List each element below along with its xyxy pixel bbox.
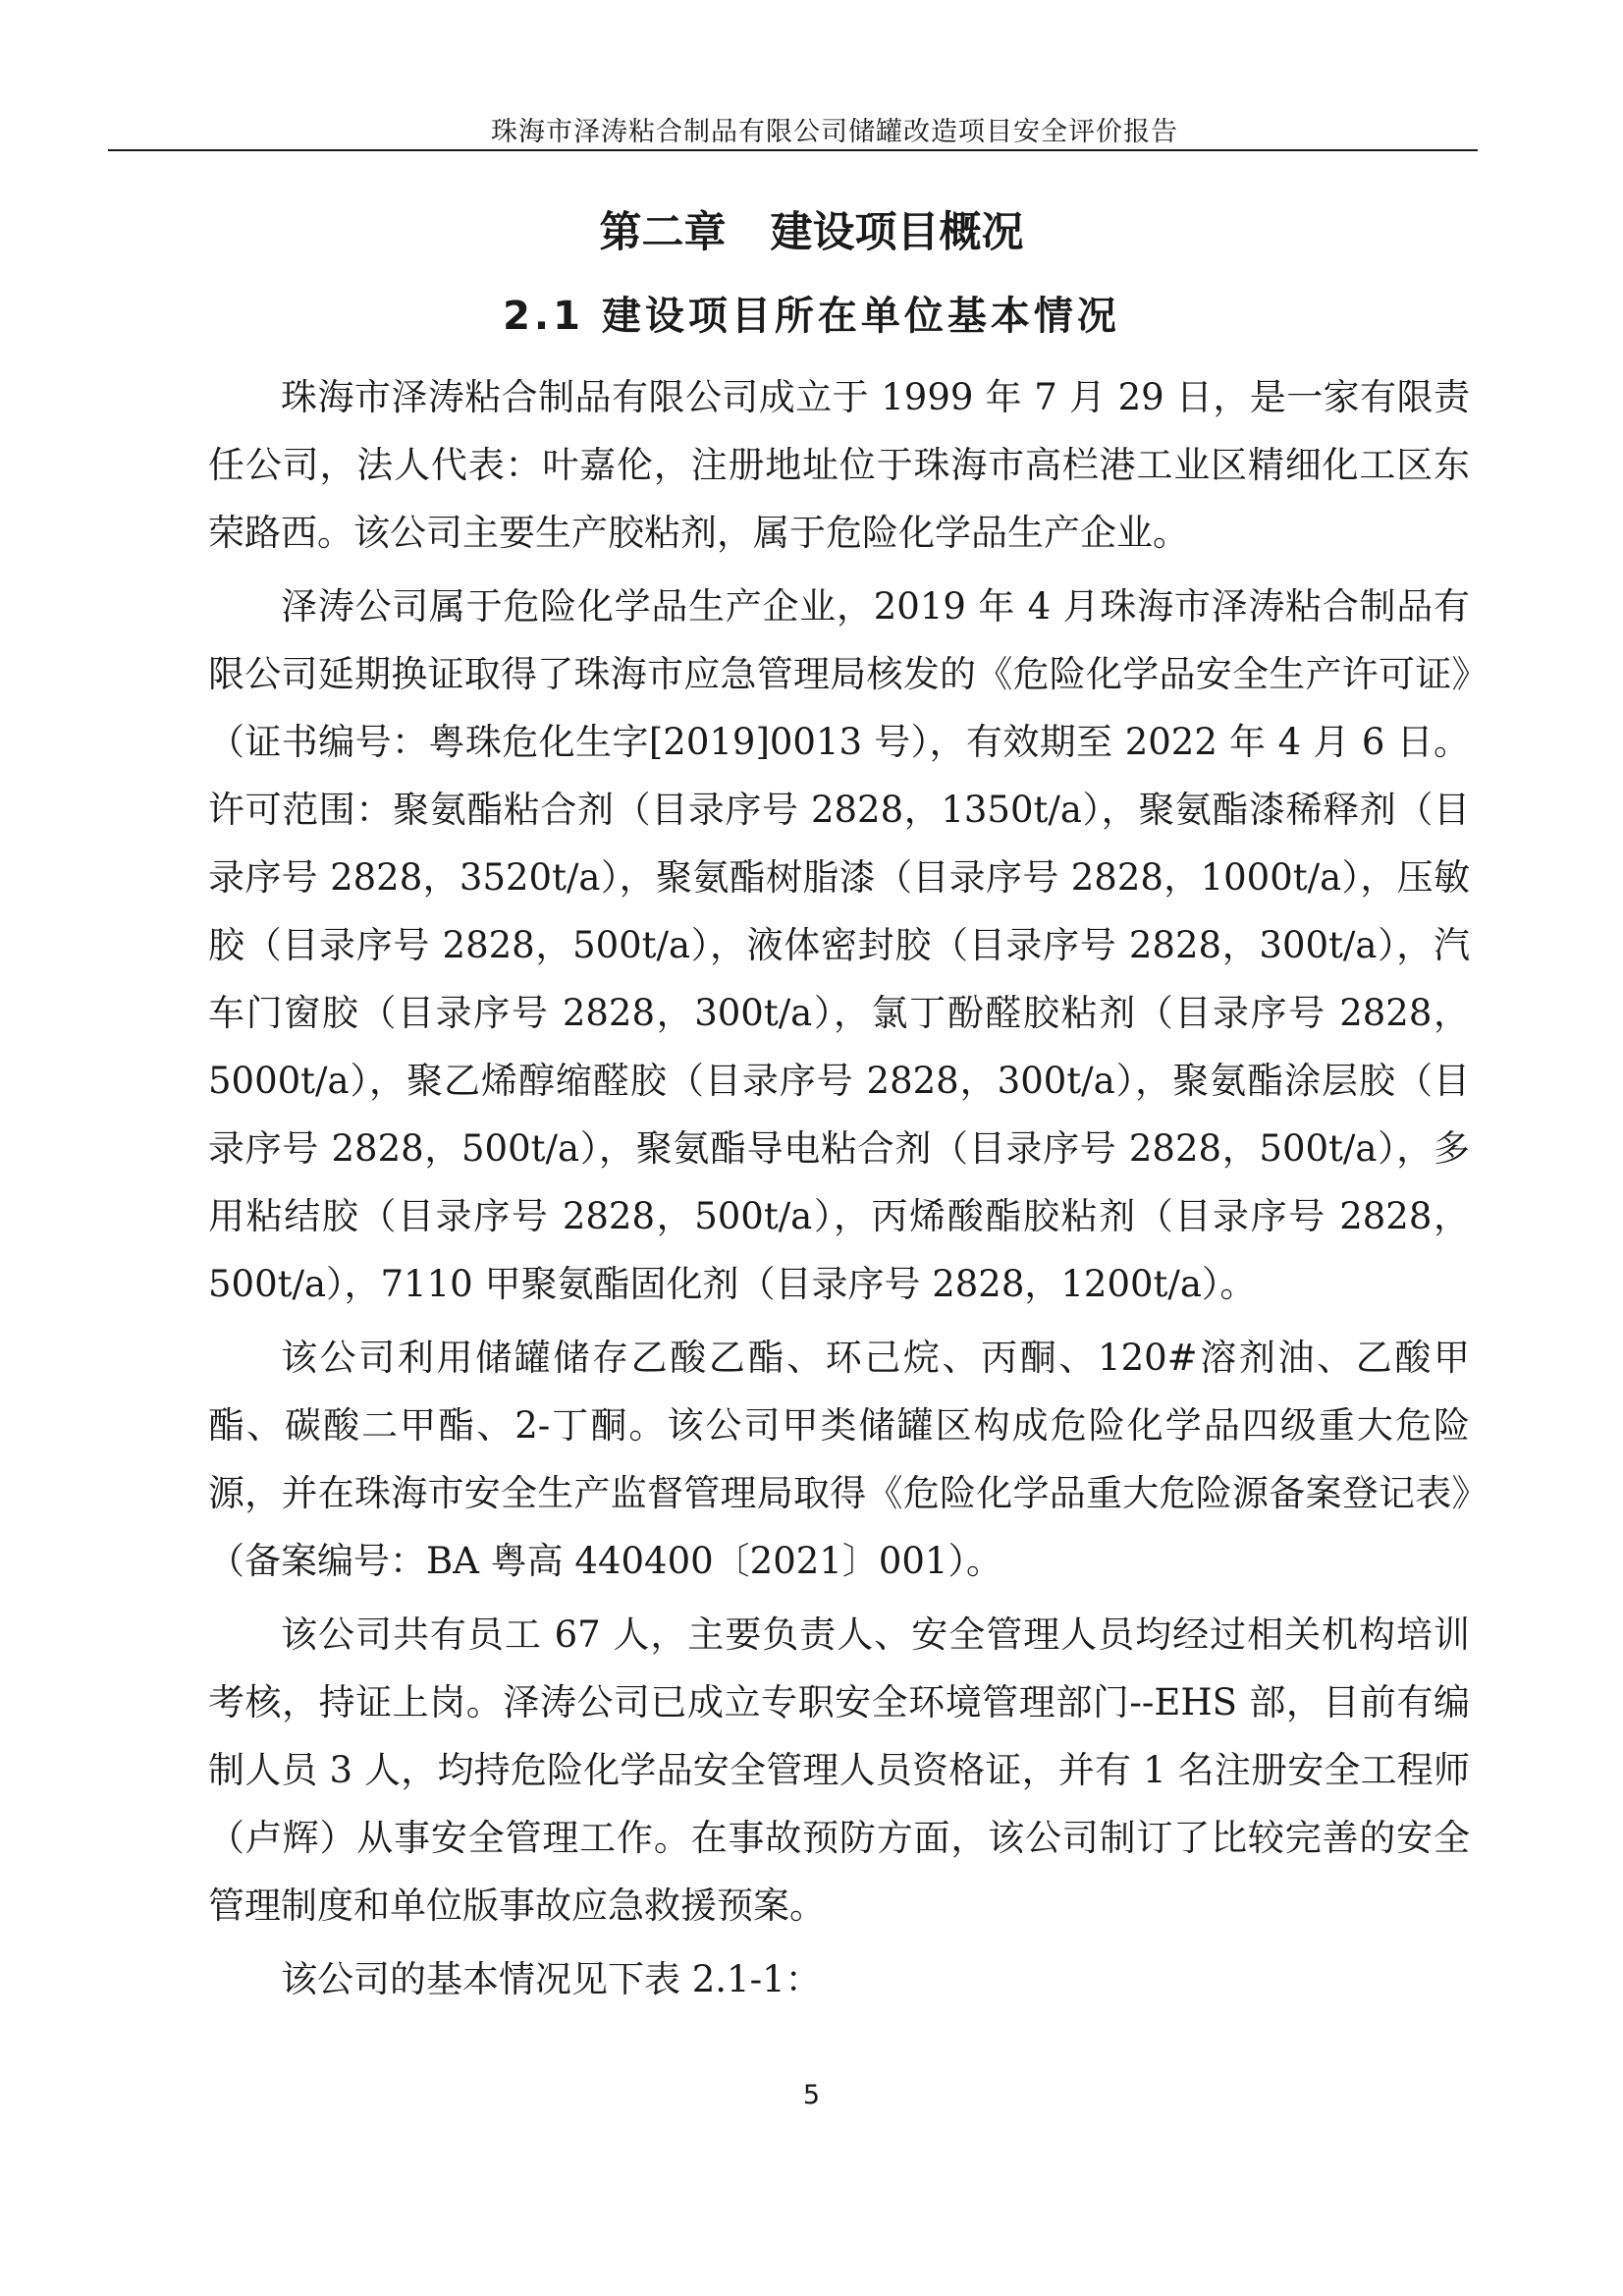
header-divider [108, 149, 1478, 151]
page-number: 5 [802, 2080, 821, 2110]
chapter-title: 第二章 建设项目概况 [599, 208, 1024, 257]
paragraph-storage-tanks: 该公司利用储罐储存乙酸乙酯、环己烷、丙酮、120#溶剂油、乙酸甲酯、碳酸二甲酯、2-丁酮。该公司甲类储罐区构成危险化学品四级重大危险源，并在珠海市安全生产监督管理局取得《危险化学品重大危险源备案登记表》（备案编号：BA 粤高 440400〔2021〕001）。 [208, 1337, 1470, 1582]
paragraph-staff-management: 该公司共有员工 67 人，主要负责人、安全管理人员均经过相关机构培训考核，持证上岗。泽涛公司已成立专职安全环境管理部门--EHS 部，目前有编制人员 3 人，均持危险化学品安全管理人员资格证，并有 1 名注册安全工程师（卢辉）从事安全管理工作。在事故预防方面，该公司制订了比较完善的安全管理制度和单位版事故应急救援预案。 [208, 1613, 1470, 1927]
paragraph-license: 泽涛公司属于危险化学品生产企业，2019 年 4 月珠海市泽涛粘合制品有限公司延期换证取得了珠海市应急管理局核发的《危险化学品安全生产许可证》（证书编号：粤珠危化生字[2019]0013 号），有效期至 2022 年 4 月 6 日。许可范围：聚氨酯粘合剂（目录序号 2828，1350t/a），聚氨酯漆稀释剂（目录序号 2828，3520t/a），聚氨酯树脂漆（目录序号 2828，1000t/a），压敏胶（目录序号 2828，500t/a），液体密封胶（目录序号 2828，300t/a），汽车门窗胶（目录序号 2828，300t/a），氯丁酚醛胶粘剂（目录序号 2828，5000t/a），聚乙烯醇缩醛胶（目录序号 2828，300t/a），聚氨酯涂层胶（目录序号 2828，500t/a），聚氨酯导电粘合剂（目录序号 2828，500t/a），多用粘结胶（目录序号 2828，500t/a），丙烯酸酯胶粘剂（目录序号 2828，500t/a），7110 甲聚氨酯固化剂（目录序号 2828，1200t/a）。 [208, 585, 1470, 1305]
running-header: 珠海市泽涛粘合制品有限公司储罐改造项目安全评价报告 [491, 117, 1178, 147]
paragraph-table-reference: 该公司的基本情况见下表 2.1-1： [281, 1958, 822, 2000]
section-title: 2.1 建设项目所在单位基本情况 [503, 294, 1120, 339]
body-text [208, 363, 1470, 2019]
paragraph-company-intro: 珠海市泽涛粘合制品有限公司成立于 1999 年 7 月 29 日，是一家有限责任公司，法人代表：叶嘉伦，注册地址位于珠海市高栏港工业区精细化工区东荣路西。该公司主要生产胶粘剂，属于危险化学品生产企业。 [208, 376, 1470, 554]
